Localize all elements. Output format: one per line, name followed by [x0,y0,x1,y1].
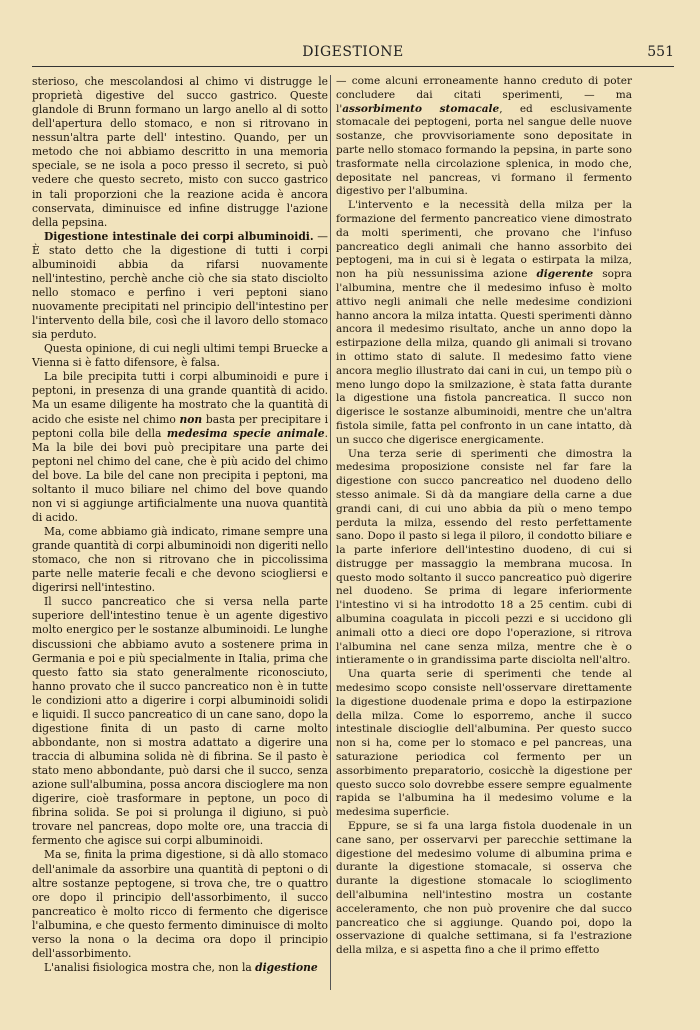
running-head [32,44,674,64]
paragraph: Ma, come abbiamo già indicato, rimane sempre una grande quantità di corpi albuminoidi non digeriti nello stomaco, che non si ritrovano che in piccolissima parte nelle materie fecali e che devono sciogliersi e digerirsi nell'intestino. [32,525,328,595]
emphasis: digestione [255,960,318,974]
paragraph: Digestione intestinale dei corpi albuminoidi. — È stato detto che la digestione di tutti i corpi albuminoidi abbia da rifarsi nuovamente nell'intestino, perchè anche ciò che sia stato disciolto nello stomaco e perfino i veri peptoni siano nuovamente precipitati nel principio dell'intestino per l'intervento della bile, così che il lavoro dello stomaco sia perduto. [32,229,328,342]
header-rule [32,66,674,67]
paragraph: Una quarta serie di sperimenti che tende al medesimo scopo consiste nell'osservare direttamente la digestione duodenale prima e dopo la estirpazione della milza. Come lo esporremo, anche il succo intestinale discioglie dell'albumina. Per questo succo non si ha, come per lo stomaco e pel pancreas, una saturazione periodica col fermento per un assorbimento preparatorio, cosicchè la digestione per questo succo solo dovrebbe essere sempre egualmente rapida se l'albumina ha il medesimo volume e la medesima superficie. [336,668,632,819]
paragraph: sterioso, che mescolandosi al chimo vi distrugge le proprietà digestive del succo gastrico. Queste glandole di Brunn formano un largo anello al di sotto dell'apertura dello stomaco, e non si ritrovano in nessun'altra parte dell' intestino. Quando, per un metodo che noi abbiamo descritto in una memoria speciale, se ne isola a poco presso il secreto, si può vedere che questo secreto, misto con succo gastrico in tali proporzioni che la reazione acida è ancora conservata, diminuisce ed infine distrugge l'azione della pepsina. [32,75,328,229]
emphasis: medesima specie animale [166,426,325,440]
section-heading: Digestione intestinale dei corpi albuminoidi. [44,229,314,243]
left-column [32,75,328,975]
emphasis: non [179,412,203,426]
emphasis: digerente [536,268,594,281]
paragraph: L'analisi fisiologica mostra che, non la digestione [44,960,318,974]
paragraph: Il succo pancreatico che si versa nella parte superiore dell'intestino tenue è un agente digestivo molto energico per le sostanze albuminoidi. Le lunghe discussioni che abbiamo avuto a sostenere prima in Germania e poi e più specialmente in Italia, prima che questo fatto sia stato generalmente riconosciuto, hanno provato che il succo pancreatico non è in tutte le condizioni atto a digerire i corpi albuminoidi solidi e liquidi. Il succo pancreatico di un cane sano, dopo la digestione finita di un pasto di carne molto abbondante, non si mostra adattato a digerire una traccia di albumina solida nè di fibrina. Se il pasto è stato meno abbondante, può darsi che il succo, senza azione sull'albumina, possa ancora discioglere ma non digerire, cioè trasformare in peptone, un poco di fibrina solida. Se poi si prolunga il digiuno, si può trovare nel pancreas, dopo molte ore, una traccia di fermento che agisce sui corpi albuminoidi. [32,595,328,848]
paragraph: Una terza serie di sperimenti che dimostra la medesima proposizione consiste nel far fare la digestione con succo pancreatico nel duodeno dello stesso animale. Si dà da mangiare della carne a due grandi cani, di cui uno abbia da più o meno tempo perduta la milza, essendo del resto perfettamente sano. Dopo il pasto si lega il piloro, il condotto biliare e la parte inferiore dell'intestino duodeno, di cui si distrugge per massaggio la membrana mucosa. In questo modo soltanto il succo pancreatico può digerire nel duodeno. Se prima di legare inferiormente l'intestino vi si ha introdotto 18 a 25 centim. cubi di albumina coagulata in piccoli pezzi e si uccidono gli animali otto a dieci ore dopo l'operazione, si ritrova l'albumina nel cane senza milza, mentre che è o intieramente o in grandissima parte disciolta nell'altro. [336,447,632,667]
column-divider [330,75,331,990]
right-column [336,75,632,958]
paragraph: La bile precipita tutti i corpi albuminoidi e pure i peptoni, in presenza di una grande quantità di acido. Ma un esame diligente ha mostrato che la quantità di acido che esiste nel chimo non basta per precipitare i peptoni colla bile della medesima specie animale. Ma la bile dei bovi può precipitare una parte dei peptoni nel chimo del cane, che è più acido del chimo del bove. La bile del cane non precipita i peptoni, ma soltanto il muco biliare nel chimo del bove quando non vi si aggiunge artificialmente una nuova quantità di acido. [32,370,329,524]
header-title: DIGESTIONE [302,44,404,60]
paragraph: Eppure, se si fa una larga fistola duodenale in un cane sano, per osservarvi per parecchie settimane la digestione del medesimo volume di albumina prima e durante la digestione stomacale, si osserva che durante la digestione stomacale lo scioglimento dell'albumina nell'intestino mostra un costante acceleramento, che non può provenire che dal succo pancreatico che si aggiunge. Quando poi, dopo la osservazione di qualche settimana, si fa l'estrazione della milza, e si aspetta fino a che il primo effetto [336,820,632,957]
paragraph: Ma se, finita la prima digestione, si dà allo stomaco dell'animale da assorbire una quantità di peptoni o di altre sostanze peptogene, si trova che, tre o quattro ore dopo il principio dell'assorbimento, il succo pancreatico è molto ricco di fermento che digerisce l'albumina, e che questo fermento diminuisce di molto verso la nona o la decima ora dopo il principio dell'assorbimento. [32,848,328,960]
emphasis: assorbimento stomacale [342,102,500,115]
page-number: 551 [647,44,674,60]
paragraph: Questa opinione, di cui negli ultimi tempi Bruecke a Vienna si è fatto difensore, è falsa. [32,342,328,370]
paragraph: — come alcuni erroneamente hanno creduto di poter concludere dai citati sperimenti, — ma l'assorbimento stomacale, ed esclusivamente stomacale dei peptogeni, porta nel sangue delle nuove sostanze, che provvisoriamente sono depositate in parte nello stomaco formando la pepsina, in parte sono trasformate nella circolazione splenica, in modo che, depositate nel pancreas, vi formano il fermento digestivo per l'albumina. [336,75,632,198]
paragraph: L'intervento e la necessità della milza per la formazione del fermento pancreatico viene dimostrato da molti sperimenti, che provano che l'infuso pancreatico degli animali che hanno assorbito dei peptogeni, ma in cui si è legata o estirpata la milza, non ha più nessunissima azione digerente sopra l'albumina, mentre che il medesimo infuso è molto attivo negli animali che nelle medesime condizioni hanno ancora la milza intatta. Questi sperimenti dànno ancora il medesimo risultato, anche un anno dopo la estirpazione della milza, quando gli animali si trovano in ottimo stato di salute. Il medesimo fatto viene ancora meglio illustrato dai cani in cui, un tempo più o meno lungo dopo la smilzazione, è stata fatta durante la digestione una fistola pancreatica. Il succo non digerisce le sostanze albuminoidi, mentre che un'altra fistola simile, fatta pel confronto in un cane intatto, dà un succo che digerisce energicamente. [336,199,632,446]
